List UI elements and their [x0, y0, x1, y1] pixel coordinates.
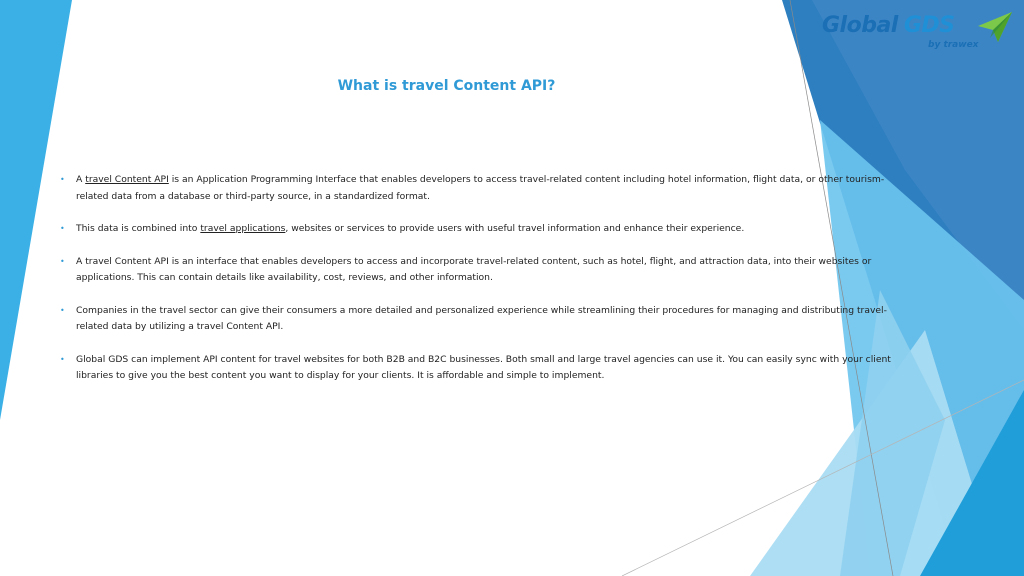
logo-accent-text: GDS [903, 13, 955, 38]
bullet-marker: • [60, 256, 65, 266]
paper-plane-icon [978, 12, 1012, 42]
bullet-marker: • [60, 175, 65, 184]
bullet-item [60, 352, 910, 385]
logo-subtitle: by trawex [928, 40, 979, 50]
bullet-text: A travel Content API is an interface that enables developers to access and incorporate travel-related content, such as hotel, flight, and attraction data, into their websites or applications. This can contain details like availability, cost, reviews, and other information. [76, 255, 872, 283]
bullet-marker: • [60, 224, 65, 233]
bullet-text: is an Application Programming Interface that enables developers to access travel-related content including hotel information, flight data, or other tourism-related data from a database or third-party source, in a standardized format. [76, 174, 885, 202]
bullet-item [60, 221, 910, 238]
bullet-marker: • [60, 305, 65, 315]
bullet-item [60, 303, 910, 336]
bullet-marker: • [60, 354, 65, 364]
logo-wordmark [822, 12, 955, 40]
global-gds-logo [822, 12, 1014, 58]
travel-content-api-link[interactable]: travel Content API [85, 174, 169, 185]
bullet-text: Companies in the travel sector can give their consumers a more detailed and personalized experience while streamlining their procedures for managing and distributing travel-related data by utilizing a travel Content API. [76, 304, 887, 332]
bullet-text: Global GDS can implement API content for travel websites for both B2B and B2C businesses. Both small and large travel agencies can use it. You can easily sync with your client libraries to give you the best content you want to display for your clients. It is affordable and simple to implement. [76, 353, 891, 381]
bullet-text: , websites or services to provide users with useful travel information and enhance their experience. [285, 223, 745, 234]
bullet-list [60, 172, 910, 401]
logo-main-text: Global [822, 13, 898, 38]
bullet-item [60, 254, 910, 287]
bullet-text: This data is combined into [76, 223, 201, 234]
travel-applications-link[interactable]: travel applications [200, 223, 286, 234]
bullet-item [60, 172, 910, 205]
bullet-text: A [76, 174, 86, 185]
slide-title: What is travel Content API? [337, 78, 556, 94]
